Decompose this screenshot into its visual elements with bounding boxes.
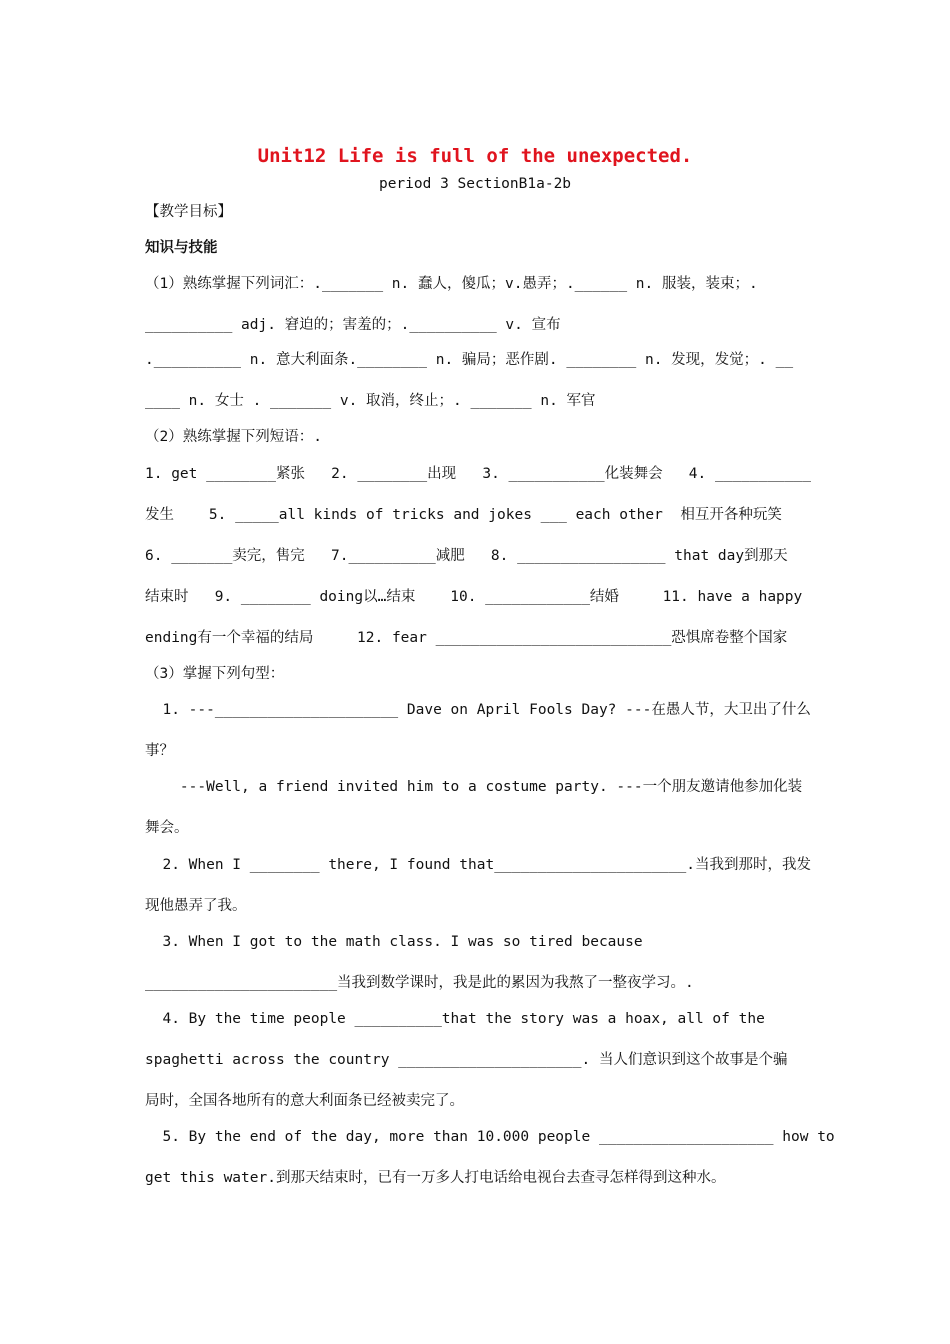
sentence-5-line-1: 5. By the end of the day, more than 10.000 people ____________________ how to <box>145 1129 835 1145</box>
sub-heading: 知识与技能 <box>145 240 218 256</box>
sentence-4-line-2: spaghetti across the country _____________________. 当人们意识到这个故事是个骗 <box>145 1052 788 1068</box>
sentence-3-line-2: ______________________当我到数学课时，我是此的累因为我熬了一整夜学习。. <box>145 975 694 991</box>
sentence-2-line-2: 现他愚弄了我。 <box>145 898 247 914</box>
vocab-line-4: ____ n. 女士 . _______ v. 取消，终止；. _______ n. 军官 <box>145 393 596 409</box>
vocab-line-2: __________ adj. 窘迫的；害羞的；.__________ v. 宣布 <box>145 317 561 333</box>
sentence-5-line-2: get this water.到那天结束时，已有一万多人打电话给电视台去查寻怎样得到这种水。 <box>145 1170 726 1186</box>
sentence-2-line-1: 2. When I ________ there, I found that______________________.当我到那时，我发 <box>145 857 811 873</box>
phrases-heading: （2）熟练掌握下列短语：. <box>145 429 322 445</box>
sentence-4-line-3: 局时，全国各地所有的意大利面条已经被卖完了。 <box>145 1093 464 1109</box>
sentence-1-line-2: 事？ <box>145 743 174 759</box>
sentence-4-line-1: 4. By the time people __________that the story was a hoax, all of the <box>145 1011 765 1027</box>
phrase-line-5: ending有一个幸福的结局 12. fear ___________________________恐惧席卷整个国家 <box>145 630 788 646</box>
sentence-1-line-1: 1. ---_____________________ Dave on April Fools Day? ---在愚人节，大卫出了什么 <box>145 702 811 718</box>
sentence-1-line-4: 舞会。 <box>145 820 189 836</box>
vocab-line-1: （1）熟练掌握下列词汇：._______ n. 蠢人，傻瓜；v.愚弄；.______ n. 服装，装束；. <box>145 276 758 292</box>
document-subtitle: period 3 SectionB1a-2b <box>378 176 572 192</box>
phrase-line-3: 6. _______卖完，售完 7.__________减肥 8. _________________ that day到那天 <box>145 548 788 564</box>
section-heading: 【教学目标】 <box>145 204 232 220</box>
phrase-line-1: 1. get ________紧张 2. ________出现 3. ___________化装舞会 4. ___________ <box>145 466 811 482</box>
phrase-line-2: 发生 5. _____all kinds of tricks and jokes ___ each other 相互开各种玩笑 <box>145 507 782 523</box>
vocab-line-3: .__________ n. 意大利面条.________ n. 骗局；恶作剧. ________ n. 发现，发觉；. __ <box>145 352 794 368</box>
sentences-heading: （3）掌握下列句型： <box>145 666 285 682</box>
sentence-3-line-1: 3. When I got to the math class. I was so tired because <box>145 934 643 950</box>
document-title: Unit12 Life is full of the unexpected. <box>257 145 693 167</box>
phrase-line-4: 结束时 9. ________ doing以…结束 10. ____________结婚 11. have a happy <box>145 589 803 605</box>
sentence-1-line-3: ---Well, a friend invited him to a costume party. ---一个朋友邀请他参加化装 <box>145 779 803 795</box>
